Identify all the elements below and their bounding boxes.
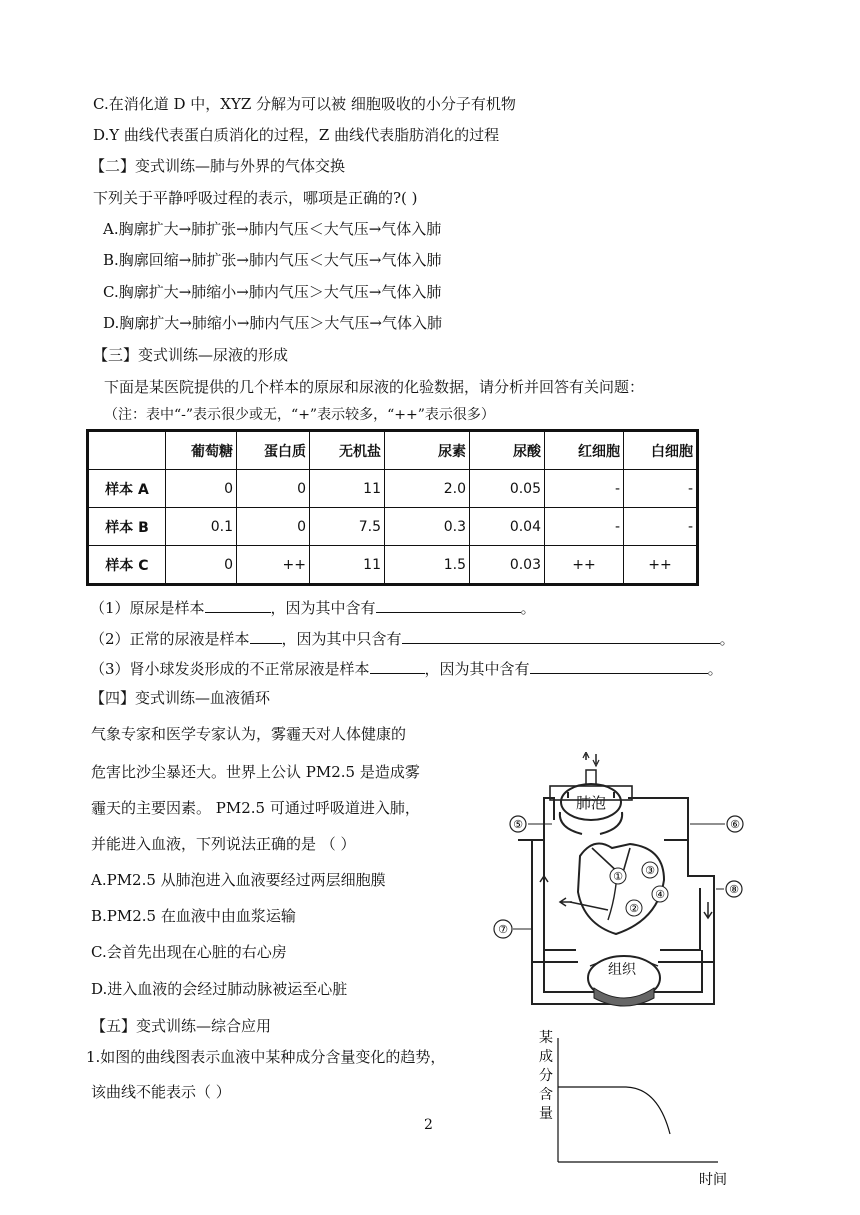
question-3-note: （注：表中“-”表示很少或无，“+”表示较多，“++”表示很多） bbox=[104, 407, 495, 423]
answer-blank[interactable] bbox=[250, 627, 282, 644]
table-cell: 0.04 bbox=[470, 508, 545, 546]
option-c: C.在消化道 D 中，XYZ 分解为可以被 细胞吸收的小分子有机物 bbox=[93, 95, 516, 113]
marker-2: ② bbox=[629, 902, 639, 915]
table-header-cell: 尿酸 bbox=[470, 431, 545, 470]
marker-7: ⑦ bbox=[498, 923, 508, 936]
fill-3-middle: ，因为其中含有 bbox=[424, 660, 530, 678]
table-header-cell bbox=[88, 431, 166, 470]
table-cell: 7.5 bbox=[310, 508, 385, 546]
fill-question-1 bbox=[90, 596, 536, 618]
question-4-line-1: 气象专家和医学专家认为，雾霾天对人体健康的 bbox=[91, 725, 407, 743]
table-row bbox=[88, 546, 698, 585]
table-cell: 0 bbox=[166, 470, 237, 508]
table-cell: - bbox=[545, 470, 624, 508]
table-cell: - bbox=[624, 470, 698, 508]
table-cell: - bbox=[545, 508, 624, 546]
question-2: 下列关于平静呼吸过程的表示，哪项是正确的?( ) bbox=[93, 189, 418, 207]
marker-8: ⑧ bbox=[729, 883, 739, 896]
question-4-line-4: 并能进入血液，下列说法正确的是 （ ） bbox=[91, 835, 356, 853]
table-cell: 2.0 bbox=[385, 470, 470, 508]
y-axis-label-char: 量 bbox=[539, 1106, 553, 1122]
table-cell: ++ bbox=[237, 546, 310, 585]
table-row-header: 样本 B bbox=[88, 508, 166, 546]
content-curve-graph bbox=[530, 1024, 750, 1192]
blood-circulation-diagram bbox=[488, 752, 760, 1022]
question-4-line-3: 霾天的主要因素。 PM2.5 可通过呼吸道进入肺， bbox=[91, 799, 420, 817]
question-2-option-c: C.胸廓扩大→肺缩小→肺内气压＞大气压→气体入肺 bbox=[103, 283, 442, 301]
fill-2-middle: ，因为其中只含有 bbox=[281, 630, 402, 648]
fill-question-2 bbox=[90, 627, 735, 649]
answer-blank[interactable] bbox=[376, 596, 521, 613]
question-5-line-2: 该曲线不能表示（ ） bbox=[91, 1083, 231, 1101]
fill-3-prefix: （3）肾小球发炎形成的不正常尿液是样本 bbox=[90, 660, 370, 678]
table-cell: 0 bbox=[237, 508, 310, 546]
table-cell: 0 bbox=[237, 470, 310, 508]
table-header-cell: 葡萄糖 bbox=[166, 431, 237, 470]
table-header-cell: 无机盐 bbox=[310, 431, 385, 470]
marker-3: ③ bbox=[645, 864, 655, 877]
question-4-option-d: D.进入血液的会经过肺动脉被运至心脏 bbox=[91, 980, 348, 998]
table-row bbox=[88, 508, 698, 546]
tissue-label: 组织 bbox=[608, 962, 636, 978]
fill-1-prefix: （1）原尿是样本 bbox=[90, 599, 205, 617]
table-row-header: 样本 A bbox=[88, 470, 166, 508]
table-header-cell: 白细胞 bbox=[624, 431, 698, 470]
table-cell: ++ bbox=[624, 546, 698, 585]
fill-2-prefix: （2）正常的尿液是样本 bbox=[90, 630, 250, 648]
marker-1: ① bbox=[613, 870, 623, 883]
table-cell: 11 bbox=[310, 470, 385, 508]
table-cell: - bbox=[624, 508, 698, 546]
question-2-option-b: B.胸廓回缩→肺扩张→肺内气压＜大气压→气体入肺 bbox=[103, 251, 442, 269]
fill-1-middle: ，因为其中含有 bbox=[270, 599, 376, 617]
table-header-cell: 尿素 bbox=[385, 431, 470, 470]
table-row-header: 样本 C bbox=[88, 546, 166, 585]
fill-2-end: 。 bbox=[719, 630, 735, 648]
question-3: 下面是某医院提供的几个样本的原尿和尿液的化验数据，请分析并回答有关问题： bbox=[104, 378, 645, 396]
answer-blank[interactable] bbox=[402, 627, 720, 644]
urine-data-table bbox=[86, 429, 699, 586]
fill-3-end: 。 bbox=[707, 660, 723, 678]
section-2-title: 【二】变式训练—肺与外界的气体交换 bbox=[90, 157, 346, 175]
answer-blank[interactable] bbox=[530, 657, 708, 674]
fill-1-end: 。 bbox=[520, 599, 536, 617]
question-4-option-c: C.会首先出现在心脏的右心房 bbox=[91, 943, 287, 961]
answer-blank[interactable] bbox=[205, 596, 271, 613]
table-row bbox=[88, 470, 698, 508]
x-axis-label: 时间 bbox=[699, 1172, 727, 1188]
table-cell: ++ bbox=[545, 546, 624, 585]
question-4-line-2: 危害比沙尘暴还大。世界上公认 PM2.5 是造成雾 bbox=[91, 763, 420, 781]
section-3-title: 【三】变式训练—尿液的形成 bbox=[93, 346, 289, 364]
table-cell: 11 bbox=[310, 546, 385, 585]
table-cell: 0.03 bbox=[470, 546, 545, 585]
question-5-line-1: 1.如图的曲线图表示血液中某种成分含量变化的趋势， bbox=[86, 1048, 446, 1066]
question-2-option-d: D.胸廓扩大→肺缩小→肺内气压＞大气压→气体入肺 bbox=[103, 314, 442, 332]
alveolus-label: 肺泡 bbox=[575, 794, 607, 812]
table-cell: 0.1 bbox=[166, 508, 237, 546]
fill-question-3 bbox=[90, 657, 723, 679]
tissue bbox=[588, 956, 660, 1006]
table-header-row bbox=[88, 431, 698, 470]
y-axis-label-char: 某 bbox=[539, 1030, 553, 1046]
marker-4: ④ bbox=[655, 888, 665, 901]
option-d: D.Y 曲线代表蛋白质消化的过程，Z 曲线代表脂肪消化的过程 bbox=[93, 126, 500, 144]
y-axis-label-char: 分 bbox=[539, 1068, 553, 1084]
table-header-cell: 蛋白质 bbox=[237, 431, 310, 470]
question-4-option-a: A.PM2.5 从肺泡进入血液要经过两层细胞膜 bbox=[91, 871, 386, 889]
table-header-cell: 红细胞 bbox=[545, 431, 624, 470]
question-2-option-a: A.胸廓扩大→肺扩张→肺内气压＜大气压→气体入肺 bbox=[103, 220, 442, 238]
y-axis-label-char: 成 bbox=[539, 1049, 553, 1065]
y-axis-label-char: 含 bbox=[539, 1087, 553, 1103]
heart bbox=[570, 844, 668, 935]
table-cell: 0.05 bbox=[470, 470, 545, 508]
section-4-title: 【四】变式训练—血液循环 bbox=[90, 689, 271, 707]
section-5-title: 【五】变式训练—综合应用 bbox=[91, 1017, 272, 1035]
content-curve bbox=[558, 1087, 670, 1134]
table-cell: 0.3 bbox=[385, 508, 470, 546]
marker-5: ⑤ bbox=[513, 818, 523, 831]
page-number: 2 bbox=[424, 1117, 433, 1133]
question-4-option-b: B.PM2.5 在血液中由血浆运输 bbox=[91, 907, 296, 925]
answer-blank[interactable] bbox=[370, 657, 425, 674]
table-cell: 1.5 bbox=[385, 546, 470, 585]
marker-6: ⑥ bbox=[730, 818, 740, 831]
table-cell: 0 bbox=[166, 546, 237, 585]
